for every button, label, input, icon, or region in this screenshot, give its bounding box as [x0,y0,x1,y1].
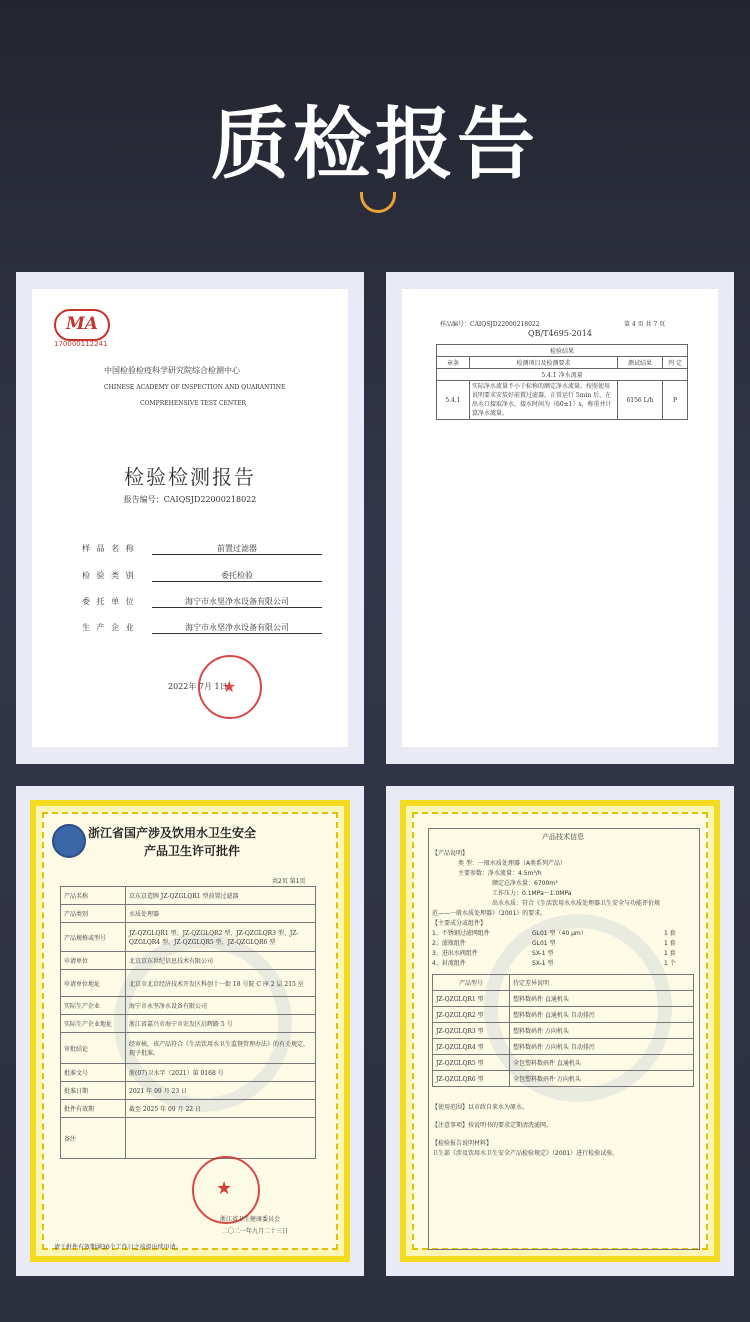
result-section: 5.4.1 净水流量 [437,369,688,381]
page-number: 第 4 页 共 7 页 [624,321,666,328]
table-row: JZ-QZGLQR2 型 塑料数码件 直通机头 自动排污 [433,1007,694,1023]
part-qty: 1 个 [664,960,676,967]
result-header-clause: 章条 [437,357,470,369]
tech-line: 出水水质：符合《生活饮用水水质处理器卫生安全与功能评价规 [492,900,661,907]
table-row: JZ-QZGLQR1 型 塑料数码件 直通机头 [433,991,694,1007]
permit-issue-date: 二〇二一年九月二十三日 [222,1228,289,1235]
tech-line: 工作压力：0.1MPa～1.0MPa [492,890,572,897]
official-seal-icon: ★ [192,1156,260,1224]
part-spec: GL01 型 [532,940,556,947]
permit-title-1: 浙江省国产涉及饮用水卫生安全 [88,826,257,840]
sample-number: 样品编号：CAIQSJD22000218022 [440,321,540,328]
part-name: 1、不锈钢过滤网组件 [432,930,490,937]
table-row: JZ-QZGLQR5 型 全包塑料数码件 直通机头 [433,1055,694,1071]
part-name: 2、滤瓶组件 [432,940,466,947]
table-row: JZ-QZGLQR6 型 全包塑料数码件 万向机头 [433,1071,694,1087]
tech-line: 类 型：一般水质处理器（A类系列产品） [458,860,567,867]
result-header-requirement: 检测项目及检测要求 [470,357,618,369]
result-clause: 5.4.1 [437,381,470,420]
field-inspection-type: 检 验 类 别 委托检验 [82,570,322,584]
table-row: JZ-QZGLQR4 型 塑料数码件 万向机头 自动排污 [433,1039,694,1055]
tech-eval-line: 卫生部《涉及饮用水卫生安全产品检验规定》（2001）进行检验试验。 [432,1150,619,1157]
report-cover-card[interactable] [16,272,364,764]
tech-paper [412,812,708,1250]
cma-number: 170000112241 [54,340,108,348]
table-row: JZ-QZGLQR3 型 塑料数码件 万向机头 [433,1023,694,1039]
hygiene-permit-card[interactable] [16,786,364,1276]
result-requirement: 实际净水流量不小于标称的额定净水流量。按照使用说明要求安装好前置过滤器，正常运行 5min 后，在出水口接取净水，接水时间为（60±1）s，称重并计算净水流量。 [470,381,618,420]
org-name-en-2: COMPREHENSIVE TEST CENTER [140,400,247,407]
org-name-cn: 中国检验检疫科学研究院综合检测中心 [104,366,240,375]
tech-section-parts: 【主要成分或组件】 [432,920,487,927]
org-name-en-1: CHINESE ACADEMY OF INSPECTION AND QUARANTINE [104,384,286,391]
part-qty: 1 套 [664,940,676,947]
permit-issuer: 浙江省卫生健康委员会 [220,1216,281,1223]
permit-row: 实际生产企业地址 浙江省嘉兴市海宁市农发区启辉路 5 号 [61,1015,316,1033]
tech-title: 产品技术信息 [542,833,584,841]
permit-row: 批件有效期 截至 2025 年 09 月 22 日 [61,1100,316,1118]
permit-row: 产品规格或型号 JZ-QZGLQR1 型、JZ-QZGLQR2 型、JZ-QZGLQR3 型、JZ-QZGLQR4 型、JZ-QZGLQR5 型、JZ-QZGLQR6 型 [61,923,316,952]
permit-row: 申请单位 北京京东世纪信息技术有限公司 [61,952,316,970]
permit-footer: 请于批件有效期满30个工作日之前提出续申请。 [54,1244,182,1251]
cma-logo-icon: MA [54,309,110,341]
model-header: 待定差异说明 [510,975,694,991]
model-header: 产品型号 [433,975,510,991]
tech-scope: 【使用范围】以市政自来水为原水。 [432,1104,529,1111]
permit-row: 审批结论 经审核，该产品符合《生活饮用水卫生监督管理办法》的有关规定，现予批准。 [61,1033,316,1064]
part-qty: 1 套 [664,930,676,937]
permit-row: 批准日期 2021 年 09 月 23 日 [61,1082,316,1100]
result-value: 6156 L/h [618,381,663,420]
permit-row: 申请单位地址 北京市北京经济技术开发区科创十一街 18 号院 C 座 2 层 215 室 [61,970,316,997]
tech-line: 主要参数：净水流量：4.5m³/h [458,870,542,877]
tech-line: 范——一般水质处理器》（2001）的要求。 [432,910,547,917]
permit-paper [42,812,338,1250]
model-table [432,974,694,1087]
permit-title-2: 产品卫生许可批件 [143,844,240,858]
part-spec: SX-1 型 [532,950,554,957]
tech-section-desc: 【产品说明】 [432,850,469,857]
permit-row: 批准文号 浙(07)卫水字（2021）第 0168 号 [61,1064,316,1082]
field-sample-name: 样 品 名 称 前置过滤器 [82,543,322,557]
field-client: 委 托 单 位 海宁市永坚净水设备有限公司 [82,596,322,610]
standard-code: QB/T4695-2014 [528,329,592,338]
official-seal-icon: ★ [198,655,262,719]
part-spec: GL01 型（40 μm） [532,930,587,937]
page-title: 质检报告 [210,100,539,190]
tech-notice: 【注意事项】按说明书的要求定期清洗滤网。 [432,1122,553,1129]
report-result-card[interactable] [386,272,734,764]
report-title: 检验检测报告 [124,465,256,489]
result-header-result: 测试结果 [618,357,663,369]
report-number: 报告编号：CAIQSJD22000218022 [123,495,257,504]
permit-table [60,886,316,1159]
tech-line: 额定总净水量：6700m³ [492,880,558,887]
field-manufacturer: 生 产 企 业 海宁市永坚净水设备有限公司 [82,622,322,636]
permit-row: 备注 [61,1118,316,1159]
part-qty: 1 套 [664,950,676,957]
result-table-title: 检验结果 [437,345,688,357]
result-verdict: P [663,381,688,420]
part-name: 4、封流组件 [432,960,466,967]
permit-row: 产品类别 水质处理器 [61,905,316,923]
tech-eval: 【检验报告说明材料】 [432,1140,493,1147]
result-table [436,344,688,420]
permit-frame [30,800,350,1262]
permit-row: 产品名称 京东京造牌 JZ-QZGLQR1 型前置过滤器 [61,887,316,905]
tech-frame [400,800,720,1262]
report-date: 2022年 7月 1日 [168,682,228,691]
permit-row: 实际生产企业 海宁市永坚净水设备有限公司 [61,997,316,1015]
part-name: 3、进出水阀组件 [432,950,478,957]
report-cover-paper [32,289,348,747]
permit-page: 共2页 第1页 [272,878,306,885]
tech-info-card[interactable] [386,786,734,1276]
report-result-paper [402,289,718,747]
part-spec: SX-1 型 [532,960,554,967]
result-header-verdict: 判 定 [663,357,688,369]
